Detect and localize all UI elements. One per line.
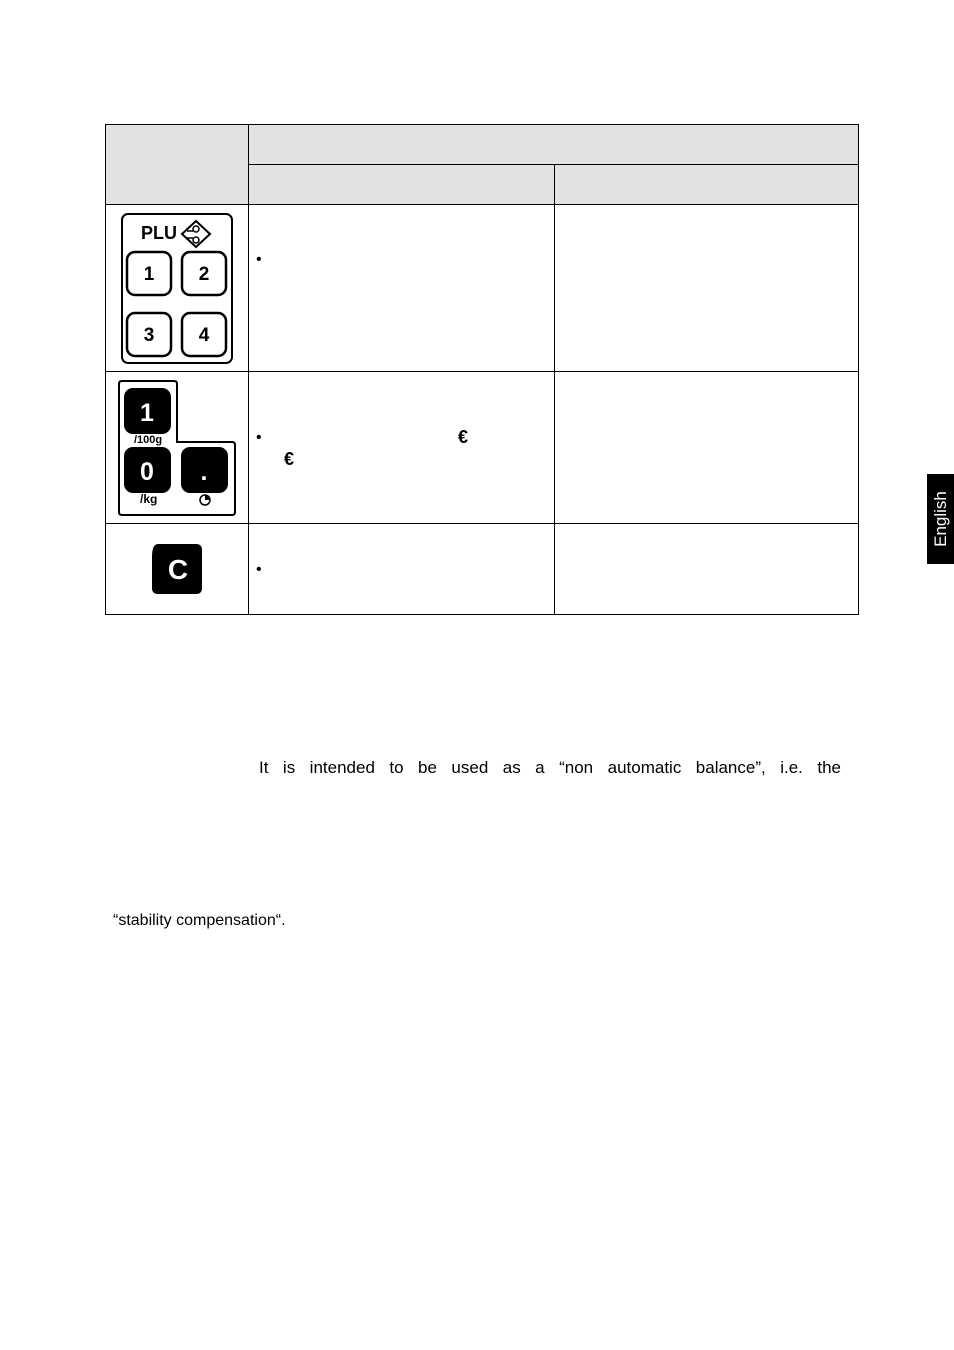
table-row-plu-icon-cell [106, 205, 249, 372]
plu-keys-icon [121, 213, 233, 364]
euro-symbol-1: € [458, 427, 469, 447]
body-paragraph: It is intended to be used as a “non automatic balance”, i.e. the [259, 758, 841, 777]
key-kg: 0 [140, 457, 154, 486]
plu-key-1: 1 [143, 263, 155, 285]
key-100g: 1 [140, 398, 154, 427]
plu-key-2: 2 [198, 263, 210, 285]
table-header-sub-2 [555, 165, 859, 205]
table-header-sub-1 [249, 165, 555, 205]
table-row-unit-description [249, 372, 555, 524]
table-row-clear-note [555, 524, 859, 615]
euro-symbol-2: € [284, 449, 295, 469]
label-kg: /kg [140, 491, 158, 506]
table-row-clear-description [249, 524, 555, 615]
plu-key-3: 3 [143, 324, 155, 346]
table-row-plu-description [249, 205, 555, 372]
unit-price-keys-icon [118, 380, 236, 516]
clear-key-icon [149, 541, 205, 597]
label-100g: /100g [134, 433, 163, 446]
bullet: • [256, 561, 262, 578]
bullet: • [256, 429, 262, 446]
key-function-table [105, 124, 859, 615]
table-header-function [249, 125, 859, 165]
table-header-key [106, 125, 249, 205]
language-tab [927, 474, 954, 564]
table-row-unit-icon-cell [106, 372, 249, 524]
table-row-plu-note [555, 205, 859, 372]
body-quote: “stability compensation“. [113, 912, 286, 929]
clear-key-label: C [167, 554, 189, 585]
table-row-unit-note [555, 372, 859, 524]
key-dot: . [200, 457, 208, 486]
plu-title: PLU [141, 222, 177, 243]
language-tab-label: English [930, 491, 950, 547]
table-row-clear-icon-cell [106, 524, 249, 615]
plu-key-4: 4 [198, 324, 210, 346]
bullet: • [256, 251, 262, 268]
